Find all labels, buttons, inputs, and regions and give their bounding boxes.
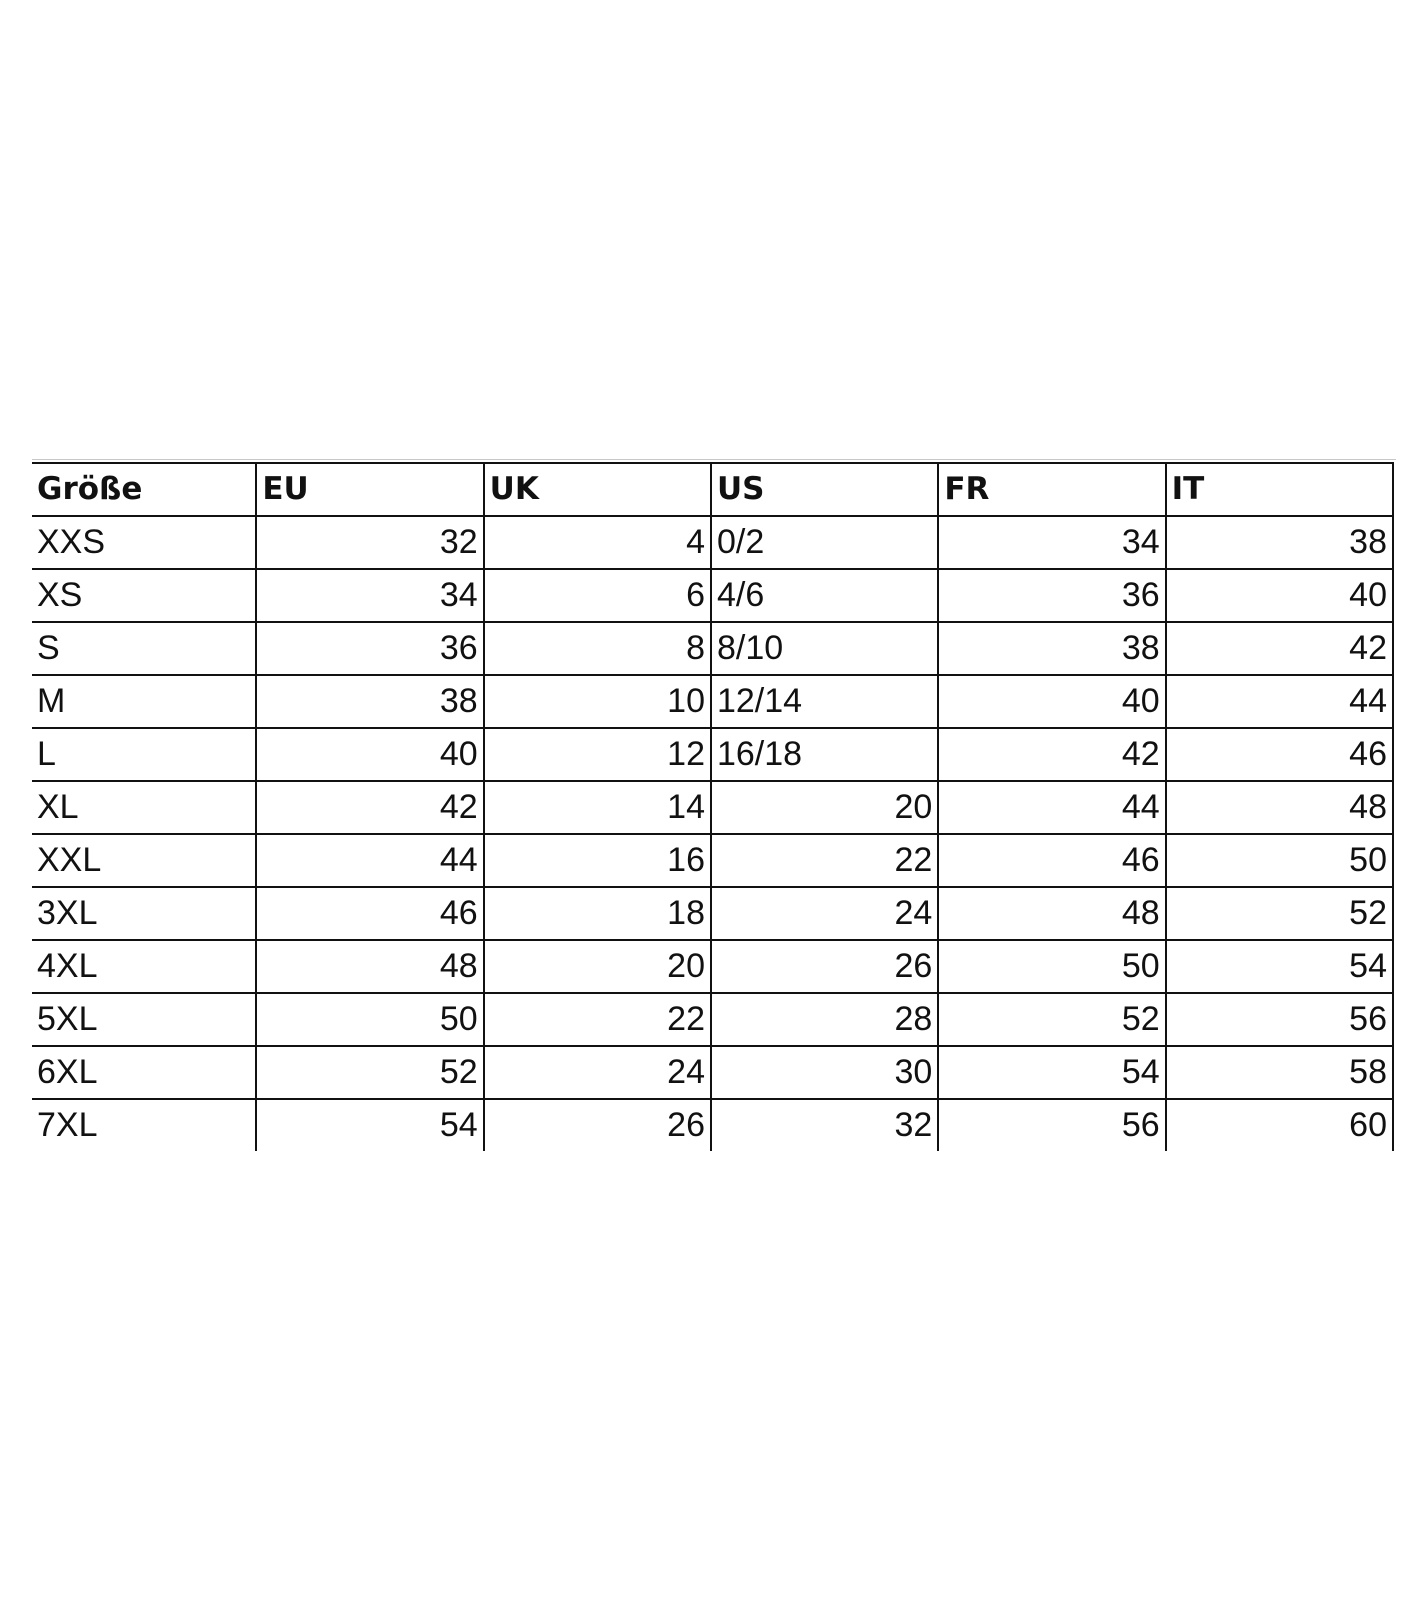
cell-us: 22 bbox=[711, 834, 938, 887]
cell-size: M bbox=[32, 675, 256, 728]
cell-uk: 22 bbox=[484, 993, 711, 1046]
cell-size: S bbox=[32, 622, 256, 675]
table-row bbox=[32, 1046, 1393, 1099]
cell-eu: 48 bbox=[256, 940, 483, 993]
table-row bbox=[32, 516, 1393, 569]
table-row bbox=[32, 887, 1393, 940]
cell-size: 6XL bbox=[32, 1046, 256, 1099]
cell-us: 26 bbox=[711, 940, 938, 993]
cell-fr: 38 bbox=[938, 622, 1165, 675]
cell-eu: 44 bbox=[256, 834, 483, 887]
cell-eu: 54 bbox=[256, 1099, 483, 1151]
size-conversion-table bbox=[32, 462, 1394, 1151]
table-row bbox=[32, 728, 1393, 781]
table-row bbox=[32, 569, 1393, 622]
cell-uk: 8 bbox=[484, 622, 711, 675]
cell-size: XXS bbox=[32, 516, 256, 569]
cell-uk: 10 bbox=[484, 675, 711, 728]
cell-uk: 12 bbox=[484, 728, 711, 781]
cell-it: 40 bbox=[1166, 569, 1393, 622]
cell-uk: 6 bbox=[484, 569, 711, 622]
cell-us: 12/14 bbox=[711, 675, 938, 728]
cell-size: XXL bbox=[32, 834, 256, 887]
cell-eu: 46 bbox=[256, 887, 483, 940]
cell-size: 3XL bbox=[32, 887, 256, 940]
cell-us: 30 bbox=[711, 1046, 938, 1099]
cell-uk: 16 bbox=[484, 834, 711, 887]
cell-fr: 52 bbox=[938, 993, 1165, 1046]
cell-it: 54 bbox=[1166, 940, 1393, 993]
cell-size: XS bbox=[32, 569, 256, 622]
cell-uk: 24 bbox=[484, 1046, 711, 1099]
cell-size: L bbox=[32, 728, 256, 781]
cell-fr: 48 bbox=[938, 887, 1165, 940]
cell-uk: 18 bbox=[484, 887, 711, 940]
top-divider bbox=[32, 459, 1396, 460]
cell-it: 60 bbox=[1166, 1099, 1393, 1151]
column-header-size: Größe bbox=[32, 463, 256, 516]
cell-fr: 56 bbox=[938, 1099, 1165, 1151]
cell-fr: 40 bbox=[938, 675, 1165, 728]
cell-eu: 34 bbox=[256, 569, 483, 622]
cell-uk: 20 bbox=[484, 940, 711, 993]
cell-us: 20 bbox=[711, 781, 938, 834]
cell-eu: 32 bbox=[256, 516, 483, 569]
cell-eu: 36 bbox=[256, 622, 483, 675]
cell-it: 50 bbox=[1166, 834, 1393, 887]
cell-eu: 38 bbox=[256, 675, 483, 728]
table-row bbox=[32, 940, 1393, 993]
table-row bbox=[32, 834, 1393, 887]
cell-us: 16/18 bbox=[711, 728, 938, 781]
cell-size: XL bbox=[32, 781, 256, 834]
cell-fr: 34 bbox=[938, 516, 1165, 569]
cell-fr: 50 bbox=[938, 940, 1165, 993]
cell-fr: 42 bbox=[938, 728, 1165, 781]
column-header-it: IT bbox=[1166, 463, 1393, 516]
cell-fr: 46 bbox=[938, 834, 1165, 887]
cell-fr: 44 bbox=[938, 781, 1165, 834]
cell-us: 24 bbox=[711, 887, 938, 940]
cell-uk: 14 bbox=[484, 781, 711, 834]
cell-uk: 4 bbox=[484, 516, 711, 569]
cell-eu: 42 bbox=[256, 781, 483, 834]
cell-it: 44 bbox=[1166, 675, 1393, 728]
cell-us: 8/10 bbox=[711, 622, 938, 675]
cell-us: 28 bbox=[711, 993, 938, 1046]
table-row bbox=[32, 781, 1393, 834]
table-row bbox=[32, 675, 1393, 728]
cell-it: 38 bbox=[1166, 516, 1393, 569]
cell-eu: 40 bbox=[256, 728, 483, 781]
table-row bbox=[32, 993, 1393, 1046]
cell-it: 56 bbox=[1166, 993, 1393, 1046]
cell-it: 58 bbox=[1166, 1046, 1393, 1099]
cell-size: 7XL bbox=[32, 1099, 256, 1151]
cell-it: 52 bbox=[1166, 887, 1393, 940]
cell-size: 4XL bbox=[32, 940, 256, 993]
cell-us: 4/6 bbox=[711, 569, 938, 622]
cell-it: 46 bbox=[1166, 728, 1393, 781]
column-header-uk: UK bbox=[484, 463, 711, 516]
header-row bbox=[32, 463, 1393, 516]
cell-uk: 26 bbox=[484, 1099, 711, 1151]
cell-us: 32 bbox=[711, 1099, 938, 1151]
column-header-eu: EU bbox=[256, 463, 483, 516]
cell-it: 42 bbox=[1166, 622, 1393, 675]
cell-eu: 50 bbox=[256, 993, 483, 1046]
table-row bbox=[32, 1099, 1393, 1151]
cell-fr: 54 bbox=[938, 1046, 1165, 1099]
cell-eu: 52 bbox=[256, 1046, 483, 1099]
cell-fr: 36 bbox=[938, 569, 1165, 622]
column-header-us: US bbox=[711, 463, 938, 516]
cell-it: 48 bbox=[1166, 781, 1393, 834]
cell-us: 0/2 bbox=[711, 516, 938, 569]
cell-size: 5XL bbox=[32, 993, 256, 1046]
column-header-fr: FR bbox=[938, 463, 1165, 516]
table-row bbox=[32, 622, 1393, 675]
